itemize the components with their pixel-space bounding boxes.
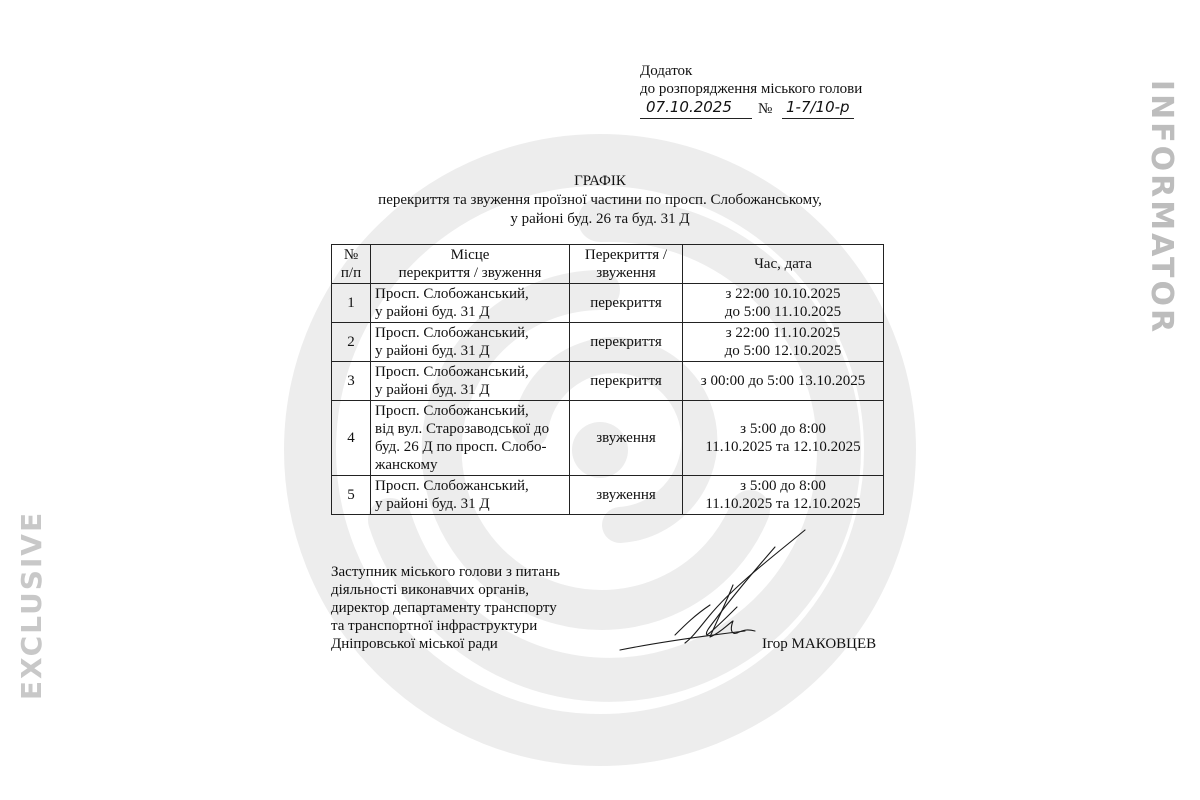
appendix-date-number [640, 98, 862, 120]
appendix-header [640, 62, 862, 120]
title-heading: ГРАФІК [574, 173, 626, 189]
table-row [332, 476, 884, 515]
row-num: 3 [332, 362, 371, 401]
row-place: Просп. Слобожанський, у районі буд. 31 Д [371, 284, 570, 323]
header-num: № п/п [332, 245, 371, 284]
table-row [332, 401, 884, 476]
table-row [332, 323, 884, 362]
row-time: з 22:00 11.10.2025 до 5:00 12.10.2025 [683, 323, 884, 362]
document-title [300, 172, 900, 229]
signatory-name: Ігор МАКОВЦЕВ [762, 636, 877, 652]
row-time: з 00:00 до 5:00 13.10.2025 [683, 362, 884, 401]
row-place: Просп. Слобожанський, у районі буд. 31 Д [371, 476, 570, 515]
header-type: Перекриття / звуження [570, 245, 683, 284]
row-type: перекриття [570, 323, 683, 362]
title-line1: перекриття та звуження проїзної частини по просп. Слобожанському, [378, 192, 822, 208]
number-underline [782, 118, 854, 119]
row-place: Просп. Слобожанський, у районі буд. 31 Д [371, 362, 570, 401]
brand-watermark-text: INFORMATOR [1144, 79, 1180, 336]
title-line2: у районі буд. 26 та буд. 31 Д [510, 211, 690, 227]
row-place: Просп. Слобожанський, від вул. Старозаводської до буд. 26 Д по просп. Слобо- жанскому [371, 401, 570, 476]
appendix-line1: Додаток [640, 63, 693, 79]
row-type: звуження [570, 476, 683, 515]
table-row [332, 284, 884, 323]
row-time: з 5:00 до 8:00 11.10.2025 та 12.10.2025 [683, 401, 884, 476]
table-row [332, 362, 884, 401]
row-type: перекриття [570, 284, 683, 323]
order-date: 07.10.2025 [646, 98, 732, 116]
date-underline [640, 118, 752, 119]
signatory-title: Заступник міського голови з питань діяльності виконавчих органів, директор департаменту транспорту та транспортної інфраструктури Дніпровської міської ради [331, 564, 560, 652]
row-place: Просп. Слобожанський, у районі буд. 31 Д [371, 323, 570, 362]
row-num: 1 [332, 284, 371, 323]
row-type: перекриття [570, 362, 683, 401]
row-num: 4 [332, 401, 371, 476]
row-time: з 5:00 до 8:00 11.10.2025 та 12.10.2025 [683, 476, 884, 515]
row-time: з 22:00 10.10.2025 до 5:00 11.10.2025 [683, 284, 884, 323]
order-number: 1-7/10-р [786, 98, 850, 116]
header-place: Місце перекриття / звуження [371, 245, 570, 284]
header-time: Час, дата [683, 245, 884, 284]
table-header-row [332, 245, 884, 284]
row-num: 2 [332, 323, 371, 362]
number-sign: № [758, 101, 773, 117]
row-type: звуження [570, 401, 683, 476]
appendix-line2: до розпорядження міського голови [640, 81, 863, 97]
row-num: 5 [332, 476, 371, 515]
schedule-table [331, 244, 884, 515]
exclusive-tag: EXCLUSIVE [15, 510, 49, 700]
